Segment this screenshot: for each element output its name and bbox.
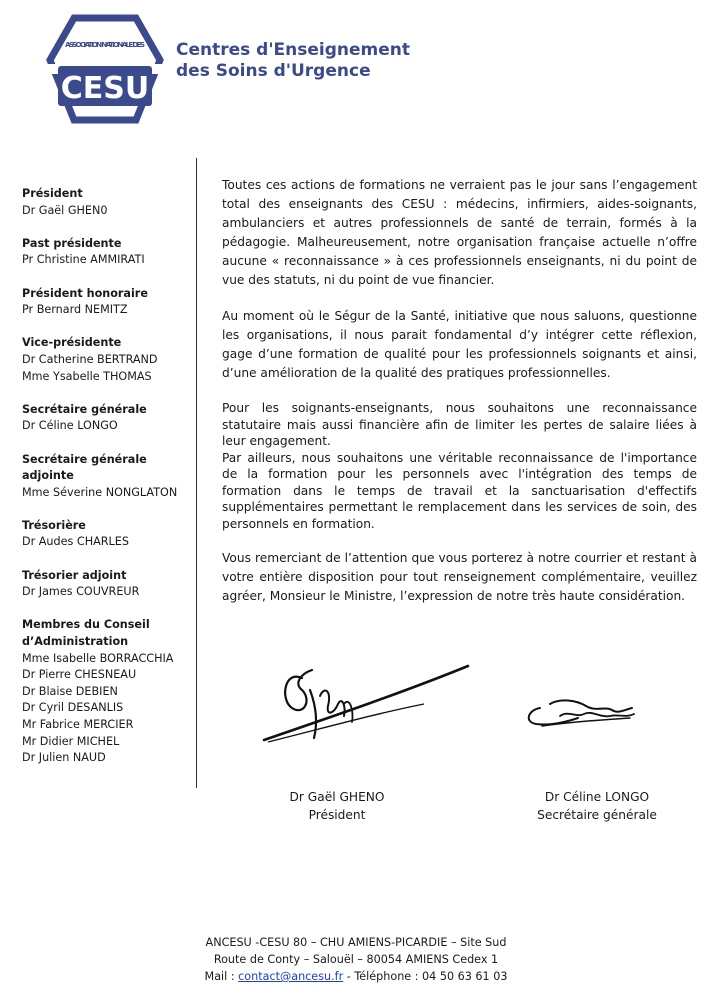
role-title: Vice-présidente	[22, 336, 122, 350]
role-deputy-secretary	[22, 452, 192, 502]
board-sidebar	[22, 186, 192, 783]
role-board-members	[22, 617, 192, 766]
logo-acronym: CESU	[60, 71, 150, 106]
org-name-line2: des Soins d'Urgence	[176, 61, 371, 81]
role-vice-president	[22, 335, 192, 385]
role-title: Secrétaire générale	[22, 402, 147, 416]
role-title: Président	[22, 187, 83, 200]
footer-line2: Route de Conty – Salouël – 80054 AMIENS Cedex 1	[213, 953, 499, 966]
role-past-president	[22, 236, 192, 269]
signatory-name: Dr Gaël GHENO	[289, 790, 385, 804]
mail-label: Mail :	[204, 970, 239, 983]
role-member: Dr Céline LONGO	[22, 419, 118, 433]
role-title: Président honoraire	[22, 286, 148, 300]
body-paragraph: Vous remerciant de l’attention que vous porterez à notre courrier et restant à votre entière disposition pour tout renseignement complémentaire, veuillez agréer, Monsieur le Ministre, l’expression de notre très haute considération.	[222, 551, 697, 603]
signature-secretary-image	[520, 688, 640, 738]
organization-name	[176, 40, 410, 82]
footer-address	[150, 934, 562, 985]
role-member: Mme Séverine NONGLATON	[22, 485, 178, 499]
body-paragraph: Pour les soignants-enseignants, nous souhaitons une reconnaissance statutaire mais aussi financière afin de limiter les pertes de salaire liées à leur engagement.	[222, 401, 697, 448]
role-title: d’Administration	[22, 635, 129, 649]
footer-contact	[150, 968, 562, 985]
role-member: Dr Pierre CHESNEAU	[22, 668, 137, 682]
signature-president-image	[254, 656, 472, 746]
org-name-line1: Centres d'Enseignement	[176, 40, 411, 60]
role-secretary-general	[22, 402, 192, 435]
role-title: Membres du Conseil	[22, 618, 150, 632]
role-member: Dr Cyril DESANLIS	[22, 701, 124, 715]
signature-secretary	[512, 789, 682, 824]
email-link[interactable]: contact@ancesu.fr	[238, 970, 344, 983]
signatory-role: Secrétaire générale	[537, 807, 657, 822]
cesu-logo	[40, 14, 170, 126]
role-member: Dr Blaise DEBIEN	[22, 684, 118, 698]
phone-text: - Téléphone : 04 50 63 61 03	[343, 970, 508, 983]
role-member: Mr Fabrice MERCIER	[22, 718, 134, 731]
body-paragraph: Par ailleurs, nous souhaitons une véritable reconnaissance de l'importance de la formation pour les personnels avec l'intégration des temps de formation dans le temps de travail et la sanctuarisation d'effectifs supplémentaires permettant le remplacement dans les services de soin, des personnels en formation.	[222, 450, 697, 531]
role-member: Dr Julien NAUD	[22, 751, 106, 765]
signatory-role: Président	[308, 807, 366, 822]
logo-tagline: ASSOCIATION NATIONALE DES	[65, 40, 145, 49]
role-member: Pr Christine AMMIRATI	[22, 253, 145, 267]
role-member: Dr Catherine BERTRAND	[22, 352, 158, 366]
role-president	[22, 186, 192, 219]
column-divider	[196, 158, 197, 788]
role-member: Dr Gaël GHEN0	[22, 203, 108, 217]
role-title: Past présidente	[22, 236, 122, 250]
role-deputy-treasurer	[22, 568, 192, 601]
body-paragraph: Au moment où le Ségur de la Santé, initiative que nous saluons, questionne les organisations, il nous parait fondamental d’y intégrer cette réflexion, gage d’une formation de qualité pour les professionnels soignants et ainsi, d’une amélioration de la qualité des pratiques professionnelles.	[222, 309, 697, 380]
role-member: Mr Didier MICHEL	[22, 734, 120, 748]
role-member: Mme Ysabelle THOMAS	[22, 369, 152, 383]
footer-line1: ANCESU -CESU 80 – CHU AMIENS-PICARDIE – Site Sud	[205, 936, 507, 949]
role-member: Dr Audes CHARLES	[22, 535, 129, 549]
role-member: Mme Isabelle BORRACCHIA	[22, 651, 174, 665]
role-treasurer	[22, 518, 192, 551]
role-member: Pr Bernard NEMITZ	[22, 303, 128, 317]
role-title: Secrétaire générale adjointe	[22, 452, 147, 483]
role-title: Trésorière	[22, 518, 86, 532]
signature-president	[262, 789, 412, 824]
role-member: Dr James COUVREUR	[22, 585, 140, 599]
body-paragraph: Toutes ces actions de formations ne verraient pas le jour sans l’engagement total des enseignants des CESU : médecins, infirmiers, aides-soignants, ambulanciers et autres professionnels de santé de terrain, formés à la pédagogie. Malheureusement, notre organisation française actuelle n’offre aucune « reconnaissance » à ces professionnels enseignants, ni du point de vue des statuts, ni du point de vue financier.	[222, 178, 697, 287]
signatory-name: Dr Céline LONGO	[544, 790, 650, 804]
role-title: Trésorier adjoint	[22, 568, 127, 582]
role-honorary-president	[22, 286, 192, 319]
letter-body	[222, 176, 697, 623]
